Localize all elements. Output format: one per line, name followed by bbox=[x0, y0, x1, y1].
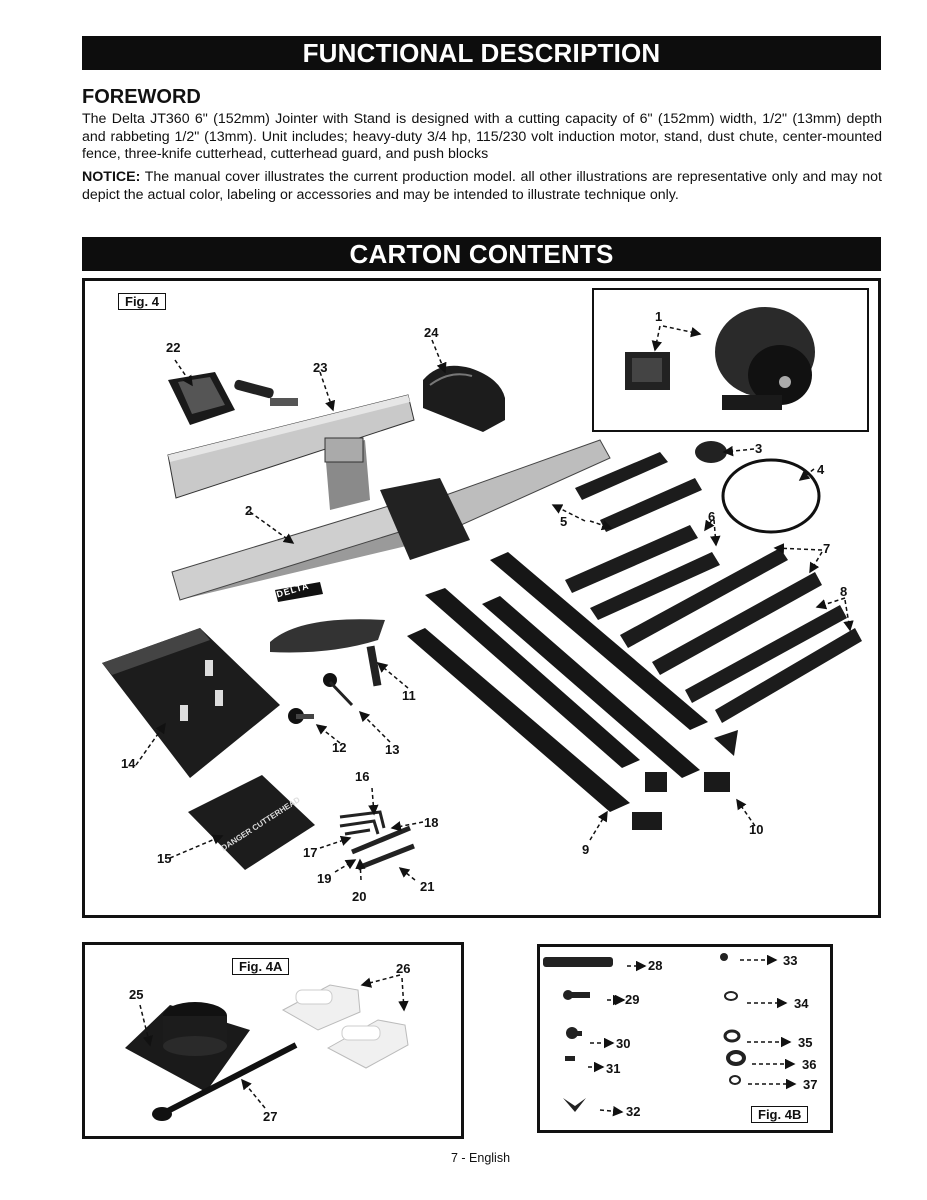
parts-28-37-hardware bbox=[543, 953, 744, 1112]
part-13-lever bbox=[323, 673, 352, 705]
foreword-heading: FOREWORD bbox=[82, 86, 201, 108]
part-number-7: 7 bbox=[823, 541, 831, 556]
part-number-18: 18 bbox=[424, 815, 439, 830]
fig4a-label: Fig. 4A bbox=[232, 958, 289, 975]
part-number-16: 16 bbox=[355, 769, 370, 784]
part-26-push-blocks bbox=[283, 985, 408, 1068]
part-number-21: 21 bbox=[420, 879, 435, 894]
notice-text: The manual cover illustrates the current production model. all other illustrations are representative only and may not depict the actual color, labeling or accessories and may be intended to illustrate technique only. bbox=[82, 169, 882, 203]
part-number-26: 26 bbox=[396, 961, 411, 976]
part-12-knob bbox=[288, 708, 314, 724]
part-number-17: 17 bbox=[303, 845, 318, 860]
section-banner-functional-description: FUNCTIONAL DESCRIPTION bbox=[82, 36, 881, 70]
part-15-guard-plate bbox=[188, 775, 318, 870]
part-number-35: 35 bbox=[798, 1035, 813, 1050]
part-number-5: 5 bbox=[560, 514, 568, 529]
part-number-14: 14 bbox=[121, 756, 136, 771]
part-number-12: 12 bbox=[332, 740, 347, 755]
part-number-23: 23 bbox=[313, 360, 328, 375]
part-number-11: 11 bbox=[402, 688, 416, 703]
part-22-fence-bracket bbox=[168, 372, 235, 425]
delta-logo: DELTA bbox=[275, 580, 311, 600]
part-number-32: 32 bbox=[626, 1104, 641, 1119]
part-number-2: 2 bbox=[245, 503, 253, 518]
part-1-motor bbox=[625, 307, 815, 410]
part-number-22: 22 bbox=[166, 340, 181, 355]
part-number-6: 6 bbox=[708, 509, 716, 524]
part-number-28: 28 bbox=[648, 958, 663, 973]
part-number-33: 33 bbox=[783, 953, 798, 968]
part-number-15: 15 bbox=[157, 851, 172, 866]
part-number-30: 30 bbox=[616, 1036, 631, 1051]
part-number-20: 20 bbox=[352, 889, 367, 904]
fig4-label: Fig. 4 bbox=[118, 293, 166, 310]
part-number-8: 8 bbox=[840, 584, 848, 599]
part-number-36: 36 bbox=[802, 1057, 817, 1072]
part-24-cutterhead-guard bbox=[423, 366, 505, 432]
part-number-37: 37 bbox=[803, 1077, 818, 1092]
notice-label: NOTICE: bbox=[82, 169, 141, 185]
part-number-3: 3 bbox=[755, 441, 763, 456]
fig4b-label: Fig. 4B bbox=[751, 1106, 808, 1123]
part-number-24: 24 bbox=[424, 325, 439, 340]
svg-text:DANGER CUTTERHEAD: DANGER CUTTERHEAD bbox=[219, 795, 302, 853]
part-4-belt bbox=[723, 460, 819, 532]
section-banner-carton-contents: CARTON CONTENTS bbox=[82, 237, 881, 271]
foreword-paragraph: The Delta JT360 6" (152mm) Jointer with Stand is designed with a cutting capacity of 6" (152mm) width, 1/2" (13mm) depth and rabbeting 1/2" (13mm). Unit includes; heavy-duty 3/4 hp, 115/230 volt induction motor, stand, dust chute, center-mounted fence, three-knife cutterhead, cutterhead guard, and push blocks bbox=[82, 111, 882, 162]
page-footer: 7 - English bbox=[450, 1151, 511, 1165]
part-number-13: 13 bbox=[385, 742, 400, 757]
parts-16-21-wrenches bbox=[340, 812, 414, 868]
part-number-19: 19 bbox=[317, 871, 332, 886]
part-3-cap bbox=[695, 441, 727, 463]
part-number-1: 1 bbox=[655, 309, 663, 324]
part-number-34: 34 bbox=[794, 996, 809, 1011]
part-number-31: 31 bbox=[606, 1061, 621, 1076]
part-number-9: 9 bbox=[582, 842, 590, 857]
part-number-4: 4 bbox=[817, 462, 825, 477]
part-number-25: 25 bbox=[129, 987, 144, 1002]
part-number-27: 27 bbox=[263, 1109, 278, 1124]
part-number-10: 10 bbox=[749, 822, 764, 837]
part-number-29: 29 bbox=[625, 992, 640, 1007]
